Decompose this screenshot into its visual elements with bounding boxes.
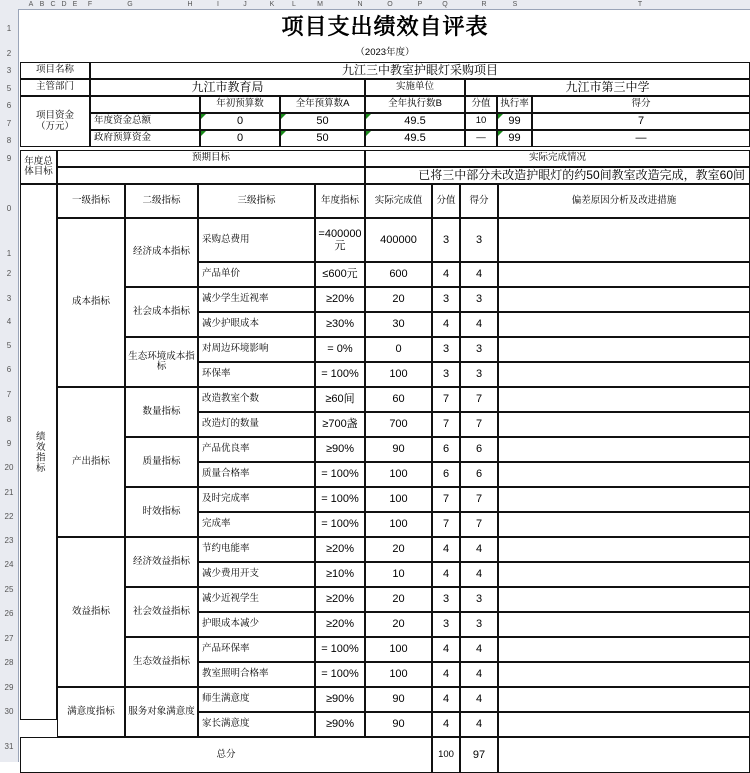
indicator-score: 4	[460, 712, 498, 737]
funds-row-rate: 99	[497, 113, 532, 130]
indicator-actual: 60	[365, 387, 432, 412]
indicator-target: ≥30%	[315, 312, 365, 337]
indicator-target: = 0%	[315, 337, 365, 362]
dept-label: 主管部门	[20, 79, 90, 96]
indicator-analysis	[498, 637, 750, 662]
indicator-score: 3	[460, 587, 498, 612]
row-number: 7	[6, 119, 12, 128]
row-number: 5	[6, 84, 12, 93]
column-letter: A	[28, 1, 34, 8]
column-letter: M	[317, 1, 323, 8]
indicator-actual: 400000	[365, 218, 432, 262]
indicator-score: 6	[460, 437, 498, 462]
level2-cell: 社会成本指标	[125, 287, 198, 337]
indicator-weight: 7	[432, 487, 460, 512]
indicator-score: 4	[460, 262, 498, 287]
row-number: 6	[6, 365, 12, 374]
level2-cell: 经济成本指标	[125, 218, 198, 287]
indicator-name: 节约电能率	[198, 537, 315, 562]
dept-value: 九江市教育局	[90, 79, 365, 96]
level1-cell: 效益指标	[57, 537, 125, 687]
indicator-analysis	[498, 312, 750, 337]
column-letter: B	[39, 1, 45, 8]
row-number: 3	[6, 66, 12, 75]
indicator-name: 师生满意度	[198, 687, 315, 712]
column-header-bar	[0, 0, 750, 10]
indicator-analysis	[498, 218, 750, 262]
table-title: 项目支出绩效自评表	[20, 12, 750, 44]
impl-label: 实施单位	[365, 79, 465, 96]
level2-cell: 质量指标	[125, 437, 198, 487]
level1-cell: 成本指标	[57, 218, 125, 387]
funds-header-weight: 分值	[465, 96, 497, 113]
indicator-actual: 100	[365, 362, 432, 387]
goal-label: 年度总体目标	[20, 150, 57, 184]
column-letter: D	[61, 1, 67, 8]
row-number: 3	[6, 294, 12, 303]
row-number: 5	[6, 341, 12, 350]
indicator-analysis	[498, 512, 750, 537]
column-letter: Q	[442, 1, 448, 8]
funds-header-annual: 全年预算数A	[280, 96, 365, 113]
funds-header-exec: 全年执行数B	[365, 96, 465, 113]
indicator-score: 3	[460, 337, 498, 362]
indicator-target: = 100%	[315, 462, 365, 487]
indicator-weight: 3	[432, 362, 460, 387]
funds-header-initial: 年初预算数	[200, 96, 280, 113]
total-score: 97	[460, 737, 498, 773]
row-number: 2	[6, 269, 12, 278]
funds-header-score: 得分	[532, 96, 750, 113]
indicator-target: ≥20%	[315, 587, 365, 612]
indicator-target: ≥700盏	[315, 412, 365, 437]
indicator-analysis	[498, 412, 750, 437]
indicator-actual: 100	[365, 487, 432, 512]
indicator-actual: 100	[365, 637, 432, 662]
level2-cell: 生态环境成本指标	[125, 337, 198, 387]
column-letter: T	[637, 1, 643, 8]
indicator-score: 4	[460, 687, 498, 712]
indicator-actual: 90	[365, 687, 432, 712]
indicator-score: 7	[460, 487, 498, 512]
header-weight: 分值	[432, 184, 460, 218]
column-letter: F	[87, 1, 93, 8]
indicator-weight: 4	[432, 262, 460, 287]
indicator-actual: 20	[365, 537, 432, 562]
indicator-target: ≥90%	[315, 712, 365, 737]
indicator-weight: 7	[432, 387, 460, 412]
indicator-score: 4	[460, 537, 498, 562]
indicator-name: 完成率	[198, 512, 315, 537]
indicator-name: 家长满意度	[198, 712, 315, 737]
indicator-name: 环保率	[198, 362, 315, 387]
header-level2: 二级指标	[125, 184, 198, 218]
funds-row-exec: 49.5	[365, 130, 465, 147]
indicator-name: 及时完成率	[198, 487, 315, 512]
indicator-weight: 4	[432, 687, 460, 712]
actual-label: 实际完成情况	[365, 150, 750, 167]
row-number: 1	[6, 24, 12, 33]
expected-text	[57, 167, 365, 184]
indicator-analysis	[498, 662, 750, 687]
row-number: 23	[4, 536, 14, 545]
funds-row-name: 政府预算资金	[90, 130, 200, 147]
indicator-name: 减少护眼成本	[198, 312, 315, 337]
column-letter: E	[72, 1, 78, 8]
impl-value: 九江市第三中学	[465, 79, 750, 96]
column-letter: O	[387, 1, 393, 8]
indicator-analysis	[498, 362, 750, 387]
indicator-weight: 3	[432, 587, 460, 612]
indicator-target: ≥90%	[315, 687, 365, 712]
funds-row-name: 年度资金总额	[90, 113, 200, 130]
indicator-name: 减少近视学生	[198, 587, 315, 612]
indicator-target: = 100%	[315, 662, 365, 687]
row-number: 28	[4, 658, 14, 667]
funds-row-rate: 99	[497, 130, 532, 147]
indicator-analysis	[498, 262, 750, 287]
header-target: 年度指标	[315, 184, 365, 218]
header-level1: 一级指标	[57, 184, 125, 218]
indicator-score: 3	[460, 287, 498, 312]
funds-row-annual: 50	[280, 130, 365, 147]
indicator-analysis	[498, 712, 750, 737]
funds-header-blank	[90, 96, 200, 113]
indicator-weight: 4	[432, 312, 460, 337]
funds-row-initial: 0	[200, 113, 280, 130]
indicator-analysis	[498, 487, 750, 512]
funds-row-weight: —	[465, 130, 497, 147]
indicator-name: 产品单价	[198, 262, 315, 287]
row-number: 27	[4, 634, 14, 643]
level2-cell: 社会效益指标	[125, 587, 198, 637]
indicator-score: 7	[460, 387, 498, 412]
indicator-target: = 100%	[315, 362, 365, 387]
column-letter: C	[50, 1, 56, 8]
indicator-score: 3	[460, 612, 498, 637]
project-name-value: 九江三中教室护眼灯采购项目	[90, 62, 750, 79]
indicator-target: ≥20%	[315, 612, 365, 637]
indicator-name: 改造教室个数	[198, 387, 315, 412]
row-number: 9	[6, 439, 12, 448]
row-number: 20	[4, 463, 14, 472]
indicator-name: 护眼成本减少	[198, 612, 315, 637]
column-letter: G	[127, 1, 133, 8]
row-number: 8	[6, 415, 12, 424]
row-number: 7	[6, 390, 12, 399]
row-number: 6	[6, 101, 12, 110]
row-number: 21	[4, 488, 14, 497]
funds-row-initial: 0	[200, 130, 280, 147]
indicator-actual: 10	[365, 562, 432, 587]
indicator-actual: 20	[365, 612, 432, 637]
indicator-weight: 3	[432, 337, 460, 362]
indicator-target: ≥10%	[315, 562, 365, 587]
indicator-name: 产品环保率	[198, 637, 315, 662]
indicator-actual: 100	[365, 462, 432, 487]
indicator-target: = 100%	[315, 512, 365, 537]
indicator-score: 6	[460, 462, 498, 487]
indicator-score: 7	[460, 512, 498, 537]
indicator-weight: 4	[432, 637, 460, 662]
project-name-label: 项目名称	[20, 62, 90, 79]
indicator-weight: 3	[432, 218, 460, 262]
funds-row-weight: 10	[465, 113, 497, 130]
row-number: 24	[4, 560, 14, 569]
indicator-actual: 100	[365, 662, 432, 687]
indicator-analysis	[498, 287, 750, 312]
indicator-analysis	[498, 537, 750, 562]
level2-cell: 经济效益指标	[125, 537, 198, 587]
indicator-actual: 20	[365, 287, 432, 312]
row-number: 26	[4, 609, 14, 618]
header-analysis: 偏差原因分析及改进措施	[498, 184, 750, 218]
indicator-target: ≥20%	[315, 537, 365, 562]
row-number: 2	[6, 49, 12, 58]
funds-label: 项目资金 （万元）	[20, 96, 90, 147]
indicator-name: 产品优良率	[198, 437, 315, 462]
level1-cell: 产出指标	[57, 387, 125, 537]
column-letter: K	[269, 1, 275, 8]
row-header-bar	[0, 9, 19, 762]
indicator-analysis	[498, 337, 750, 362]
header-score: 得分	[460, 184, 498, 218]
indicator-score: 3	[460, 218, 498, 262]
column-letter: N	[357, 1, 363, 8]
table-subtitle: （2023年度）	[20, 44, 750, 62]
indicator-score: 4	[460, 562, 498, 587]
indicator-actual: 700	[365, 412, 432, 437]
header-level3: 三级指标	[198, 184, 315, 218]
header-actual: 实际完成值	[365, 184, 432, 218]
indicator-name: 减少费用开支	[198, 562, 315, 587]
indicator-name: 改造灯的数量	[198, 412, 315, 437]
level2-cell: 服务对象满意度	[125, 687, 198, 737]
indicator-target: ≤600元	[315, 262, 365, 287]
indicator-name: 对周边环境影响	[198, 337, 315, 362]
total-weight: 100	[432, 737, 460, 773]
indicator-target: ≥20%	[315, 287, 365, 312]
indicator-weight: 6	[432, 437, 460, 462]
level2-cell: 数量指标	[125, 387, 198, 437]
actual-text: 已将三中部分未改造护眼灯的约50间教室改造完成，教室60间	[365, 167, 750, 184]
indicator-analysis	[498, 387, 750, 412]
indicator-actual: 90	[365, 712, 432, 737]
total-label: 总分	[20, 737, 432, 773]
funds-row-score: 7	[532, 113, 750, 130]
perf-label: 绩效指标	[20, 184, 57, 720]
indicator-weight: 7	[432, 412, 460, 437]
column-letter: L	[292, 1, 296, 8]
indicator-score: 3	[460, 362, 498, 387]
row-number: 0	[6, 204, 12, 213]
indicator-actual: 30	[365, 312, 432, 337]
indicator-score: 4	[460, 662, 498, 687]
column-letter: R	[481, 1, 487, 8]
funds-header-rate: 执行率	[497, 96, 532, 113]
indicator-weight: 4	[432, 712, 460, 737]
indicator-target: =400000元	[315, 218, 365, 262]
row-number: 22	[4, 512, 14, 521]
indicator-name: 教室照明合格率	[198, 662, 315, 687]
indicator-analysis	[498, 437, 750, 462]
row-number: 29	[4, 683, 14, 692]
column-letter: J	[243, 1, 247, 8]
row-number: 30	[4, 707, 14, 716]
indicator-actual: 90	[365, 437, 432, 462]
funds-row-score: —	[532, 130, 750, 147]
indicator-weight: 6	[432, 462, 460, 487]
indicator-weight: 4	[432, 562, 460, 587]
indicator-score: 4	[460, 637, 498, 662]
indicator-analysis	[498, 462, 750, 487]
total-blank	[498, 737, 750, 773]
indicator-weight: 3	[432, 287, 460, 312]
indicator-name: 质量合格率	[198, 462, 315, 487]
indicator-target: = 100%	[315, 487, 365, 512]
indicator-analysis	[498, 612, 750, 637]
column-letter: H	[187, 1, 193, 8]
level2-cell: 时效指标	[125, 487, 198, 537]
indicator-actual: 20	[365, 587, 432, 612]
level2-cell: 生态效益指标	[125, 637, 198, 687]
indicator-score: 7	[460, 412, 498, 437]
indicator-score: 4	[460, 312, 498, 337]
column-letter: I	[217, 1, 219, 8]
funds-row-exec: 49.5	[365, 113, 465, 130]
funds-row-annual: 50	[280, 113, 365, 130]
row-number: 25	[4, 585, 14, 594]
row-number: 1	[6, 249, 12, 258]
indicator-name: 采购总费用	[198, 218, 315, 262]
column-letter: P	[417, 1, 423, 8]
indicator-target: = 100%	[315, 637, 365, 662]
indicator-weight: 7	[432, 512, 460, 537]
indicator-analysis	[498, 562, 750, 587]
row-number: 9	[6, 154, 12, 163]
indicator-analysis	[498, 687, 750, 712]
indicator-weight: 4	[432, 537, 460, 562]
indicator-target: ≥90%	[315, 437, 365, 462]
row-number: 4	[6, 317, 12, 326]
indicator-actual: 100	[365, 512, 432, 537]
column-letter: S	[512, 1, 518, 8]
indicator-actual: 600	[365, 262, 432, 287]
indicator-weight: 4	[432, 662, 460, 687]
indicator-weight: 3	[432, 612, 460, 637]
expected-label: 预期目标	[57, 150, 365, 167]
indicator-name: 减少学生近视率	[198, 287, 315, 312]
row-number: 31	[4, 742, 14, 751]
indicator-actual: 0	[365, 337, 432, 362]
level1-cell: 满意度指标	[57, 687, 125, 737]
indicator-analysis	[498, 587, 750, 612]
row-number: 8	[6, 136, 12, 145]
indicator-target: ≥60间	[315, 387, 365, 412]
